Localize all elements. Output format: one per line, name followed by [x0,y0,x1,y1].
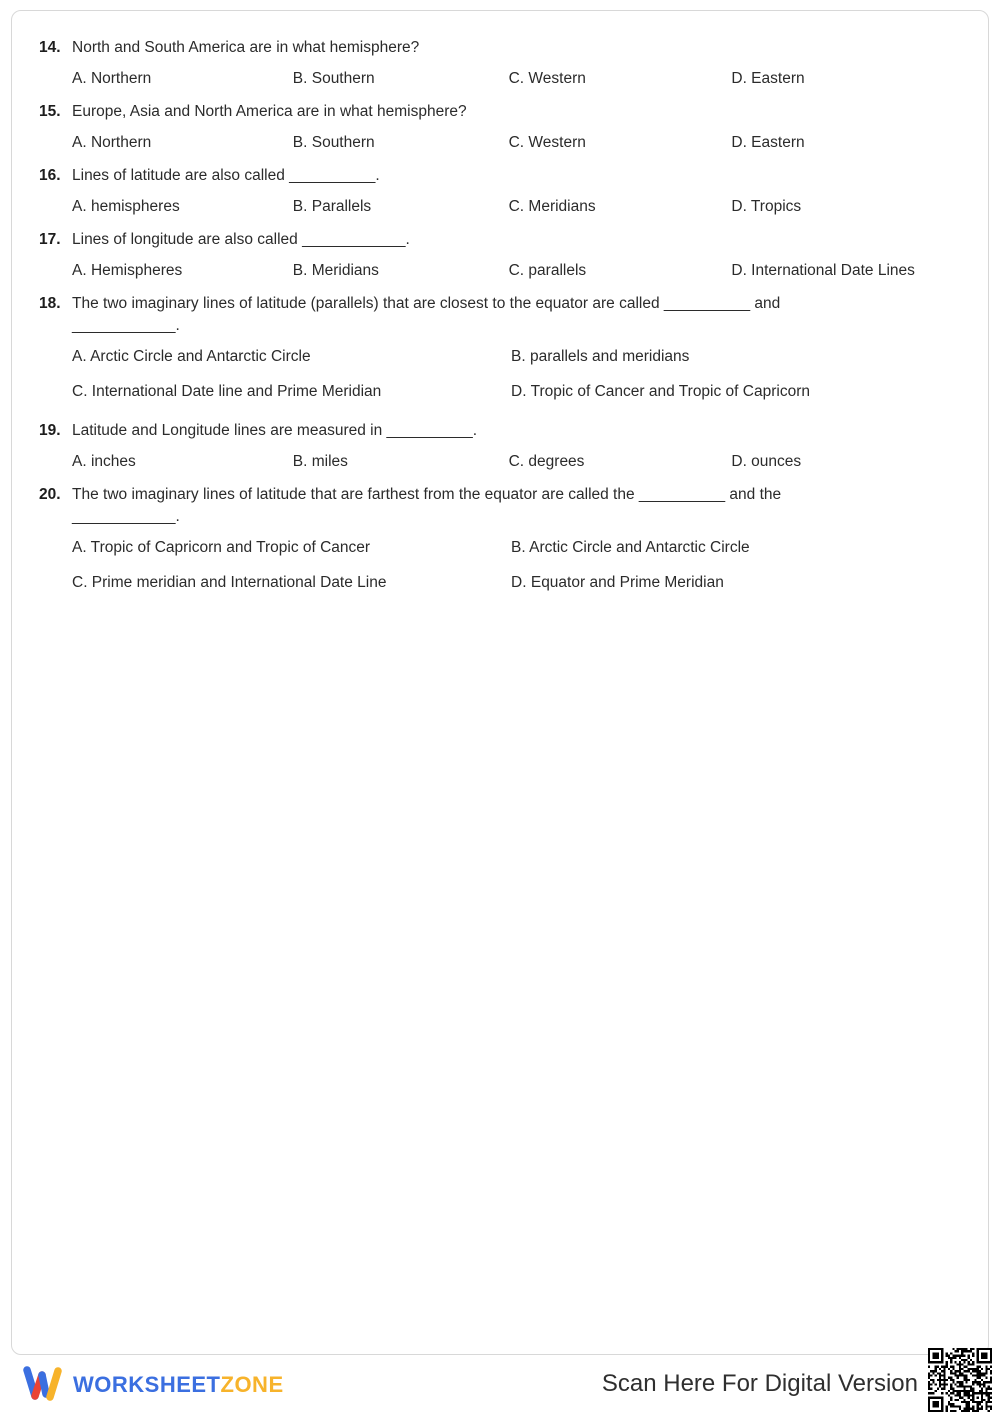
answer-option-row [72,572,969,594]
question-block [39,101,969,154]
answer-option[interactable]: B. Southern [292,70,375,87]
answer-option[interactable]: B. parallels and meridians [511,348,690,365]
answer-options [72,260,969,282]
question-number: 16. [39,167,61,184]
question-block [39,165,969,218]
answer-option[interactable]: B. Southern [292,134,375,151]
question-number: 17. [39,231,61,248]
logo-mark-icon [22,1366,64,1404]
question-number: 18. [39,295,61,312]
question-stem [39,484,969,506]
question-stem [39,229,969,251]
answer-option[interactable]: A. inches [72,453,136,470]
question-text: The two imaginary lines of latitude that are farthest from the equator are called the __________ and the [72,486,782,503]
answer-option[interactable]: C. Prime meridian and International Date Line [72,574,387,591]
question-stem [39,420,969,442]
question-number: 19. [39,422,61,439]
answer-option-row [72,537,969,559]
question-text-continuation: ____________. [72,508,180,525]
answer-option[interactable]: C. Western [508,70,586,87]
question-block [39,484,969,594]
answer-option[interactable]: C. Western [508,134,586,151]
answer-option[interactable]: B. Meridians [292,262,379,279]
answer-option[interactable]: D. International Date Lines [731,262,915,279]
answer-option[interactable]: A. hemispheres [72,198,180,215]
answer-option[interactable]: D. Eastern [731,70,805,87]
question-number: 15. [39,103,61,120]
answer-option[interactable]: C. degrees [508,453,585,470]
answer-option[interactable]: B. miles [292,453,348,470]
questions-container [39,37,969,611]
answer-option-row [72,346,969,368]
question-block [39,37,969,90]
answer-option[interactable]: A. Northern [72,134,152,151]
answer-option[interactable]: C. parallels [508,262,587,279]
answer-option[interactable]: B. Arctic Circle and Antarctic Circle [511,539,750,556]
answer-options [72,451,969,473]
answer-option[interactable]: D. Equator and Prime Meridian [511,574,724,591]
page-footer [0,1362,1000,1414]
answer-options [72,132,969,154]
question-text: The two imaginary lines of latitude (parallels) that are closest to the equator are called __________ and [72,295,781,312]
worksheet-zone-logo [22,1366,284,1404]
question-block [39,229,969,282]
question-text: Lines of longitude are also called ____________. [72,231,410,248]
question-stem [39,37,969,59]
answer-option[interactable]: D. Eastern [731,134,805,151]
answer-option[interactable]: A. Tropic of Capricorn and Tropic of Cancer [72,539,371,556]
answer-option[interactable]: C. Meridians [508,198,596,215]
scan-here-label: Scan Here For Digital Version [601,1370,918,1397]
answer-option[interactable]: A. Northern [72,70,152,87]
question-stem [39,101,969,123]
answer-option-row [72,381,969,403]
logo-word-worksheet: WORKSHEET [73,1372,221,1397]
logo-word-zone: ZONE [220,1372,284,1397]
qr-code[interactable] [928,1348,992,1412]
question-text: Lines of latitude are also called __________. [72,167,380,184]
question-block [39,293,969,403]
answer-options [72,346,969,403]
answer-option[interactable]: D. ounces [731,453,802,470]
question-number: 20. [39,486,61,503]
question-stem [39,165,969,187]
question-text: Europe, Asia and North America are in what hemisphere? [72,103,467,120]
answer-option[interactable]: A. Arctic Circle and Antarctic Circle [72,348,311,365]
logo-wordmark [73,1372,284,1398]
answer-option[interactable]: B. Parallels [292,198,372,215]
answer-option[interactable]: D. Tropics [731,198,802,215]
question-stem [39,293,969,315]
worksheet-page [11,10,989,1355]
answer-option[interactable]: D. Tropic of Cancer and Tropic of Capricorn [511,383,810,400]
question-text: Latitude and Longitude lines are measured in __________. [72,422,478,439]
answer-option[interactable]: C. International Date line and Prime Meridian [72,383,382,400]
question-text-continuation: ____________. [72,317,180,334]
answer-options [72,68,969,90]
answer-options [72,537,969,594]
question-number: 14. [39,39,61,56]
answer-option[interactable]: A. Hemispheres [72,262,183,279]
question-text: North and South America are in what hemisphere? [72,39,420,56]
answer-options [72,196,969,218]
question-block [39,420,969,473]
